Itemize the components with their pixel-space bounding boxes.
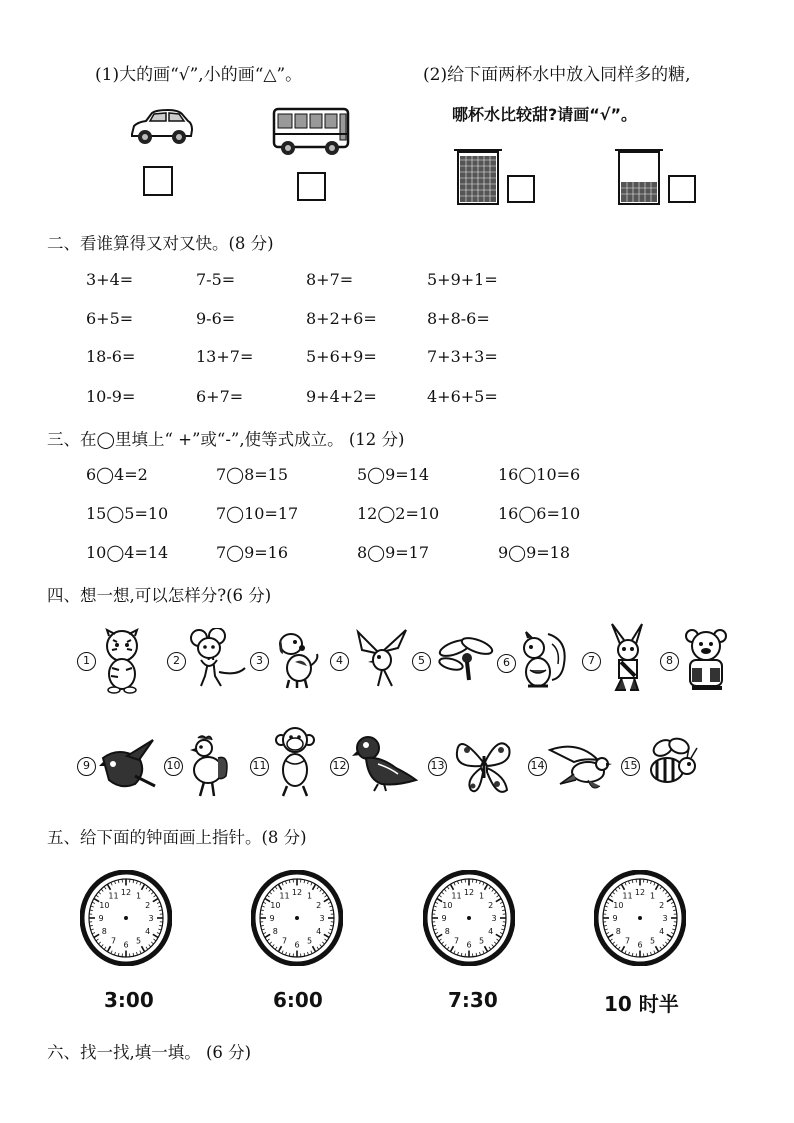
- clock-number: 4: [316, 927, 322, 937]
- number-marker: 7: [582, 652, 601, 671]
- clock-number: 7: [453, 936, 460, 946]
- bird-icon: [352, 626, 410, 690]
- clock-number: 7: [624, 936, 631, 946]
- clock-number: 6: [294, 940, 300, 950]
- number-marker: 1: [77, 652, 96, 671]
- problem: 5+6+9=: [306, 347, 377, 366]
- cup-partial-answer-box[interactable]: [668, 175, 696, 203]
- number-marker: 13: [428, 757, 447, 776]
- problem: 6+7=: [196, 387, 244, 406]
- number-marker: 8: [660, 652, 679, 671]
- equation: 9◯9=18: [498, 543, 571, 562]
- monkey-icon: [273, 724, 317, 800]
- number-marker: 4: [330, 652, 349, 671]
- equation: 7◯9=16: [216, 543, 289, 562]
- clock-number: 10: [442, 900, 453, 910]
- bird-icon: [99, 736, 159, 792]
- equation: 8◯9=17: [357, 543, 430, 562]
- bus-answer-box[interactable]: [297, 172, 326, 201]
- problem: 5+9+1=: [427, 270, 498, 289]
- clock-svg: [423, 870, 515, 966]
- problem: 9+4+2=: [306, 387, 377, 406]
- section2-row: [0, 387, 794, 411]
- problem: 13+7=: [196, 347, 254, 366]
- rabbit-icon: [606, 622, 652, 694]
- clock-number: 2: [659, 900, 665, 910]
- problem: 7+3+3=: [427, 347, 498, 366]
- section3-row: [0, 543, 794, 567]
- problem: 8+7=: [306, 270, 354, 289]
- clock-number: 9: [441, 914, 447, 923]
- cup-full-answer-box[interactable]: [507, 175, 535, 203]
- clock-center: [295, 916, 299, 920]
- clock-svg: [594, 870, 686, 966]
- bee-icon: [643, 736, 701, 790]
- tiger-icon: [99, 628, 145, 694]
- clock-face[interactable]: [423, 870, 515, 966]
- clock-number: 2: [488, 900, 494, 910]
- clock-number: 1: [649, 891, 656, 901]
- clock-number: 3: [148, 914, 154, 923]
- q2-instruction-line2: 哪杯水比较甜?请画“√”。: [452, 105, 637, 124]
- clock-number: 10: [270, 900, 281, 910]
- clock-center: [124, 916, 128, 920]
- clock-face[interactable]: [594, 870, 686, 966]
- clock-face[interactable]: [251, 870, 343, 966]
- number-marker: 15: [621, 757, 640, 776]
- rooster-icon: [184, 734, 230, 798]
- number-marker: 5: [412, 652, 431, 671]
- number-marker: 10: [164, 757, 183, 776]
- problem: 10-9=: [86, 387, 136, 406]
- clock-center: [638, 916, 642, 920]
- number-marker: 12: [330, 757, 349, 776]
- car-answer-box[interactable]: [143, 166, 173, 196]
- clock-number: 5: [649, 936, 656, 946]
- number-marker: 9: [77, 757, 96, 776]
- number-marker: 3: [250, 652, 269, 671]
- section2-row: [0, 347, 794, 371]
- equation: 7◯10=17: [216, 504, 299, 523]
- clock-number: 11: [279, 891, 290, 901]
- cup-full-icon: [454, 146, 502, 206]
- section5-title: 五、给下面的钟面画上指针。(8 分): [47, 828, 307, 847]
- q1-instruction: (1)大的画“√”,小的画“△”。: [95, 65, 303, 85]
- equation: 10◯4=14: [86, 543, 169, 562]
- clock-number: 4: [145, 927, 151, 937]
- clock-number: 4: [488, 927, 494, 937]
- clock-number: 12: [463, 887, 475, 897]
- section2-row: [0, 270, 794, 294]
- number-marker: 14: [528, 757, 547, 776]
- q2-instruction-line1: (2)给下面两杯水中放入同样多的糖,: [423, 65, 691, 85]
- equation: 7◯8=15: [216, 465, 289, 484]
- dove-icon: [548, 740, 614, 794]
- number-marker: 2: [167, 652, 186, 671]
- clock-number: 3: [319, 914, 325, 923]
- mouse-icon: [189, 628, 249, 690]
- crow-icon: [352, 734, 418, 792]
- equation: 16◯10=6: [498, 465, 581, 484]
- clock-number: 8: [444, 927, 450, 937]
- clock-number: 12: [291, 887, 303, 897]
- clock-svg: [251, 870, 343, 966]
- section3-row: [0, 504, 794, 528]
- clock-number: 10: [613, 900, 624, 910]
- clock-number: 3: [491, 914, 497, 923]
- section2-title: 二、看谁算得又对又快。(8 分): [47, 234, 274, 253]
- equation: 5◯9=14: [357, 465, 430, 484]
- equation: 12◯2=10: [357, 504, 440, 523]
- clock-number: 5: [135, 936, 142, 946]
- problem: 7-5=: [196, 270, 236, 289]
- bus-icon: [272, 106, 352, 156]
- clock-number: 6: [466, 940, 472, 950]
- number-marker: 6: [497, 654, 516, 673]
- clock-svg: [80, 870, 172, 966]
- clock-number: 2: [145, 900, 151, 910]
- squirrel-icon: [518, 630, 568, 692]
- problem: 4+6+5=: [427, 387, 498, 406]
- equation: 6◯4=2: [86, 465, 148, 484]
- clock-face[interactable]: [80, 870, 172, 966]
- clock-time-label: 3:00: [104, 988, 154, 1012]
- clock-number: 5: [306, 936, 313, 946]
- clock-number: 8: [615, 927, 621, 937]
- clock-time-label: 7:30: [448, 988, 498, 1012]
- section3-row: [0, 465, 794, 489]
- clock-number: 1: [135, 891, 142, 901]
- clock-time-label: 6:00: [273, 988, 323, 1012]
- clock-number: 10: [99, 900, 110, 910]
- clock-number: 8: [272, 927, 278, 937]
- clock-number: 1: [478, 891, 485, 901]
- clock-number: 8: [101, 927, 107, 937]
- clock-number: 9: [269, 914, 275, 923]
- clock-number: 6: [123, 940, 129, 950]
- bear-icon: [684, 626, 730, 694]
- equation: 15◯5=10: [86, 504, 169, 523]
- dragonfly-icon: [437, 634, 495, 682]
- butterfly-icon: [451, 732, 517, 798]
- problem: 18-6=: [86, 347, 136, 366]
- clock-number: 7: [281, 936, 288, 946]
- section6-title: 六、找一找,填一填。 (6 分): [47, 1043, 252, 1062]
- problem: 3+4=: [86, 270, 134, 289]
- clock-number: 12: [634, 887, 646, 897]
- dog-icon: [275, 630, 321, 690]
- clock-number: 9: [98, 914, 104, 923]
- clock-time-label: 10 时半: [604, 992, 679, 1016]
- problem: 6+5=: [86, 309, 134, 328]
- clock-number: 6: [637, 940, 643, 950]
- section2-row: [0, 309, 794, 333]
- number-marker: 11: [250, 757, 269, 776]
- clock-number: 2: [316, 900, 322, 910]
- equation: 16◯6=10: [498, 504, 581, 523]
- clock-number: 12: [120, 887, 132, 897]
- clock-number: 1: [306, 891, 313, 901]
- problem: 9-6=: [196, 309, 236, 328]
- problem: 8+8-6=: [427, 309, 490, 328]
- problem: 8+2+6=: [306, 309, 377, 328]
- clock-center: [467, 916, 471, 920]
- car-icon: [128, 108, 194, 148]
- clock-number: 3: [662, 914, 668, 923]
- section4-title: 四、想一想,可以怎样分?(6 分): [47, 586, 272, 605]
- section3-title: 三、在◯里填上“ +”或“-”,使等式成立。 (12 分): [47, 430, 405, 449]
- clock-number: 7: [110, 936, 117, 946]
- clock-number: 11: [108, 891, 119, 901]
- clock-number: 11: [451, 891, 462, 901]
- clock-number: 4: [659, 927, 665, 937]
- cup-partial-icon: [615, 146, 663, 206]
- clock-number: 11: [622, 891, 633, 901]
- clock-number: 9: [612, 914, 618, 923]
- clock-number: 5: [478, 936, 485, 946]
